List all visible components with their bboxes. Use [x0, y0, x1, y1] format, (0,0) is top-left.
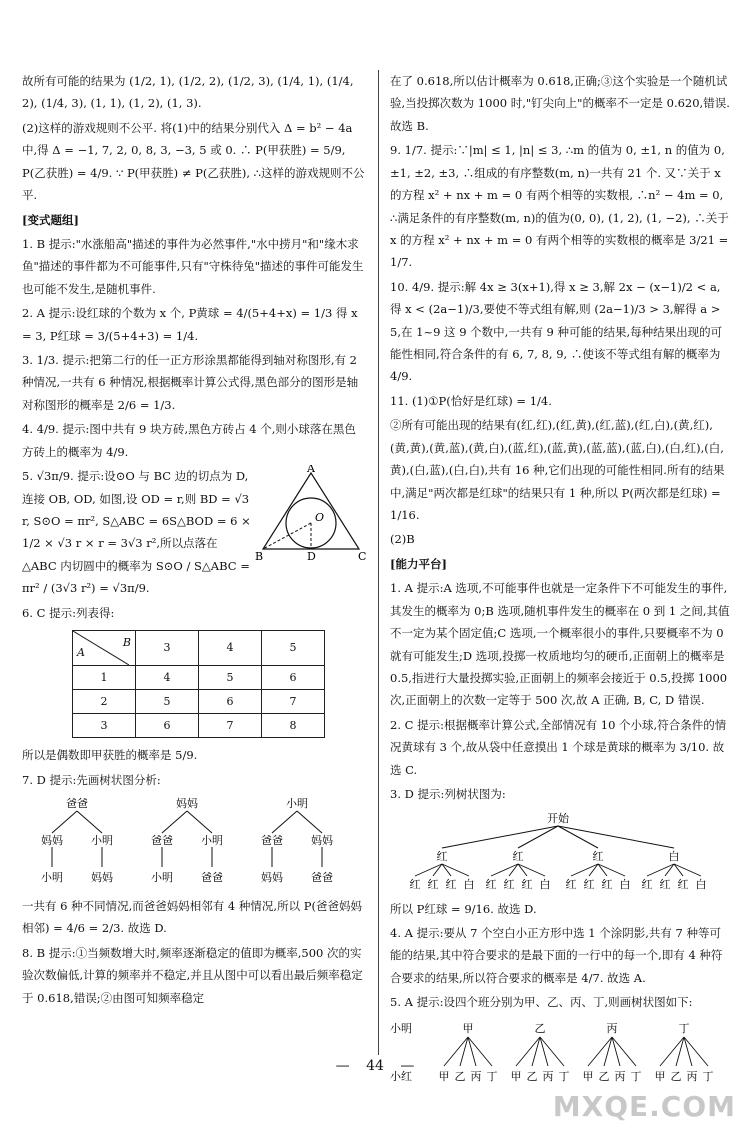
answer-q11-part3: (2)B [390, 532, 415, 547]
watermark: MXQE.COM [552, 1090, 736, 1123]
ball-tree-diagram [390, 810, 726, 894]
tree-leaf: 丙 [470, 1069, 482, 1083]
tree-leaf: 红 [659, 877, 671, 891]
vertex-a-label: A [307, 465, 315, 476]
tree-leaf: 红 [503, 877, 515, 891]
tree-node: 妈妈 [41, 833, 63, 847]
tree-leaf: 丁 [486, 1069, 498, 1083]
tree-leaf: 甲 [582, 1069, 594, 1083]
tree-leaf: 丙 [542, 1069, 554, 1083]
section-heading-variant: [变式题组] [22, 212, 79, 227]
answer-q4: 4. 4/9. 提示:图中共有 9 块方砖,黑色方砖占 4 个,则小球落在黑色方砖上的概率为 4/9. [22, 422, 356, 459]
tree-node: 爸爸 [311, 870, 333, 884]
table-cell: 6 [136, 714, 199, 738]
tree-node: 红 [592, 849, 604, 863]
sum-table [72, 630, 325, 738]
answer-n3-conclusion: 所以 P红球 = 9/16. 故选 D. [390, 901, 537, 916]
page-number: — 44 — [335, 1058, 415, 1074]
table-corner-cell [73, 631, 136, 666]
table-corner-b: B [122, 636, 131, 650]
tree-leaf: 红 [583, 877, 595, 891]
tree-node: 红 [512, 849, 524, 863]
tree-leaf: 乙 [454, 1069, 466, 1083]
answer-n3: 3. D 提示:列树状图为: [390, 787, 506, 802]
column-divider [378, 70, 379, 1055]
tree-node: 妈妈 [91, 870, 113, 884]
tree-leaf: 乙 [670, 1069, 682, 1083]
answer-n2: 2. C 提示:根据概率计算公式,全部情况有 10 个小球,符合条件的情况黄球有 3 个,故从袋中任意摸出 1 个球是黄球的概率为 3/10. 故选 C. [390, 717, 727, 777]
table-corner-a: A [77, 645, 85, 659]
table-header-cell: 4 [199, 631, 262, 666]
tree-node: 爸爸 [66, 796, 88, 810]
table-cell: 7 [262, 690, 325, 714]
tree-node: 丁 [678, 1021, 690, 1035]
answer-q10: 10. 4/9. 提示:解 4x ≥ 3(x+1),得 x ≥ 3,解 2x − (x−1)/2 < a,得 x < (2a−1)/3,要使不等式组有解,则 (2a−1)/3 > 3,解得 a > 5,在 1~9 这 9 个数中,一共有 9 种可能的结果,每种结果出现的可能性相同,符合条件的有 6, 7, 8, 9, ∴使该不等式组有解的概率为 4/9. [390, 279, 723, 384]
tree-node: 小明 [41, 870, 63, 884]
tree-leaf: 丙 [614, 1069, 626, 1083]
table-cell: 6 [199, 690, 262, 714]
answer-n5: 5. A 提示:设四个班分别为甲、乙、丙、丁,则画树状图如下: [390, 995, 693, 1010]
answer-q6-conclusion: 所以是偶数即甲获胜的概率是 5/9. [22, 748, 198, 763]
tree-node: 小明 [201, 833, 223, 847]
tree-leaf: 红 [677, 877, 689, 891]
table-cell: 7 [199, 714, 262, 738]
answer-n1: 1. A 提示:A 选项,不可能事件也就是一定条件下不可能发生的事件,其发生的概率为 0;B 选项,随机事件发生的概率在 0 到 1 之间,其值不一定为某个固定值;C 选项,一个概率很小的事件,只要概率不为 0 就有可能发生;D 选项,投掷一枚质地均匀的硬币,正面朝上的概率是 0.5,指进行大量投掷实验,正面朝上的频率会接近于 0.5,投掷 1000 次,正面朝上的次数一定等于 500 次,故 A 正确, B, C, D 错误. [390, 581, 730, 708]
tree-node: 白 [668, 849, 680, 863]
answer-q5: 5. √3π/9. 提示:设⊙O 与 BC 边的切点为 D, 连接 OB, OD, 如图,设 OD = r,则 BD = √3 r, S⊙O = πr², S△ABC = 6S△BOD = 6 × 1/2 × √3 r × r = 3√3 r²,所以点落在△ABC 内切圆中的概率为 S⊙O / S△ABC = πr² / (3√3 r²) = √3π/9. [22, 469, 251, 596]
tree-label-top: 小明 [390, 1021, 412, 1035]
answer-q9: 9. 1/7. 提示:∵|m| ≤ 1, |n| ≤ 3, ∴m 的值为 0, ±1, n 的值为 0, ±1, ±2, ±3, ∴组成的有序整数(m, n)一共有 21 个. 又∵关于 x 的方程 x² + nx + m = 0 有两个相等的实数根, ∴n² − 4m = 0, ∴满足条件的有序整数(m, n)的值为(0, 0), (1, 2), (1, −2), ∴关于 x 的方程 x² + nx + m = 0 有两个相等的实数根的概率是 3/21 = 1/7. [390, 143, 729, 270]
page-number-value: 44 [366, 1058, 384, 1074]
tree-leaf: 红 [601, 877, 613, 891]
answer-text-2: (2)这样的游戏规则不公平. 将(1)中的结果分别代入 Δ = b² − 4a 中,得 Δ = −1, 7, 2, 0, 8, 3, −3, 5 或 0. ∴ P(甲获胜) = 5/9, P(乙获胜) = 4/9. ∵ P(甲获胜) ≠ P(乙获胜), ∴这样的游戏规则不公平. [22, 120, 365, 203]
section-heading-ability: [能力平台] [390, 556, 447, 571]
tree-leaf: 丁 [702, 1069, 714, 1083]
tree-node: 丙 [606, 1021, 618, 1035]
table-row-head: 3 [73, 714, 136, 738]
tree-leaf: 甲 [654, 1069, 666, 1083]
answer-q11-part1: 11. (1)①P(恰好是红球) = 1/4. [390, 393, 552, 408]
answer-q8-continued: 在了 0.618,所以估计概率为 0.618,正确;③这个实验是一个随机试验,当投掷次数为 1000 时,"钉尖向上"的概率不一定是 0.620,错误.故选 B. [390, 74, 730, 133]
answer-q5-block [22, 465, 367, 600]
tree-node: 爸爸 [201, 870, 223, 884]
answer-q6: 6. C 提示:列表得: [22, 605, 115, 620]
answer-q7: 7. D 提示:先画树状图分析: [22, 772, 161, 787]
tree-leaf: 白 [695, 877, 707, 891]
incircle-triangle-figure [255, 465, 367, 561]
table-row-head: 2 [73, 690, 136, 714]
tree-leaf: 丙 [686, 1069, 698, 1083]
answer-q1: 1. B 提示:"水涨船高"描述的事件为必然事件,"水中捞月"和"缘木求鱼"描述的事件都为不可能事件,只有"守株待兔"描述的事件可能发生也可能不发生,是随机事件. [22, 236, 364, 296]
tree-leaf: 白 [619, 877, 631, 891]
tree-node: 小明 [151, 870, 173, 884]
answer-text-1: 故所有可能的结果为 (1/2, 1), (1/2, 2), (1/2, 3), (1/4, 1), (1/4, 2), (1/4, 3), (1, 1), (1, 2), (1, 3). [22, 74, 354, 111]
tree-node: 红 [436, 849, 448, 863]
table-cell: 4 [136, 666, 199, 690]
answer-q2: 2. A 提示:设红球的个数为 x 个, P黄球 = 4/(5+4+x) = 1/3 得 x = 3, P红球 = 3/(5+4+3) = 1/4. [22, 306, 358, 343]
tree-leaf: 丁 [630, 1069, 642, 1083]
tree-node: 妈妈 [261, 870, 283, 884]
tree-leaf: 乙 [526, 1069, 538, 1083]
tree-node: 小明 [91, 833, 113, 847]
table-row-head: 1 [73, 666, 136, 690]
tree-leaf: 红 [565, 877, 577, 891]
tree-leaf: 红 [641, 877, 653, 891]
tree-node: 妈妈 [176, 796, 198, 810]
point-d-label: D [307, 550, 316, 562]
tree-leaf: 红 [521, 877, 533, 891]
table-cell: 8 [262, 714, 325, 738]
tree-leaf: 红 [409, 877, 421, 891]
tree-node: 开始 [547, 811, 569, 825]
tree-node: 妈妈 [311, 833, 333, 847]
tree-node: 乙 [534, 1021, 546, 1035]
tree-leaf: 红 [445, 877, 457, 891]
table-header-cell: 3 [136, 631, 199, 666]
answer-n4: 4. A 提示:要从 7 个空白小正方形中选 1 个涂阴影,共有 7 种等可能的结果,其中符合要求的是最下面的一行中的每一个,即有 4 种符合要求的结果,所以符合要求的概率是 4/7. 故选 A. [390, 925, 723, 985]
table-row [73, 714, 325, 738]
table-row [73, 666, 325, 690]
table-cell: 5 [199, 666, 262, 690]
vertex-b-label: B [255, 550, 264, 562]
tree-leaf: 红 [485, 877, 497, 891]
answer-q11-part2: ②所有可能出现的结果有(红,红),(红,黄),(红,蓝),(红,白),(黄,红),(黄,黄),(黄,蓝),(黄,白),(蓝,红),(蓝,黄),(蓝,蓝),(蓝,白),(白,红),(白,黄),(白,蓝),(白,白),共有 16 种,它们出现的可能性相同.所有的结果中,满足"两次都是红球"的结果只有 1 种,所以 P(两次都是红球) = 1/16. [390, 418, 725, 523]
tree-leaf: 丁 [558, 1069, 570, 1083]
tree-leaf: 乙 [598, 1069, 610, 1083]
table-header-cell: 5 [262, 631, 325, 666]
class-tree-diagram [390, 1018, 726, 1090]
tree-node: 小明 [286, 796, 308, 810]
tree-leaf: 白 [539, 877, 551, 891]
tree-node: 爸爸 [261, 833, 283, 847]
table-row [73, 690, 325, 714]
tree-leaf: 红 [427, 877, 439, 891]
answer-q8: 8. B 提示:①当频数增大时,频率逐渐稳定的值即为概率,500 次的实验次数偏低,计算的频率并不稳定,并且从图中可以看出最后频率稳定于 0.618,错误;②由图可知频率稳定 [22, 945, 363, 1005]
tree-node: 甲 [462, 1021, 474, 1035]
table-cell: 5 [136, 690, 199, 714]
answer-q7-conclusion: 一共有 6 种不同情况,而爸爸妈妈相邻有 4 种情况,所以 P(爸爸妈妈相邻) = 4/6 = 2/3. 故选 D. [22, 898, 362, 936]
vertex-c-label: C [358, 550, 367, 562]
tree-leaf: 白 [463, 877, 475, 891]
answer-q3: 3. 1/3. 提示:把第二行的任一正方形涂黑都能得到轴对称图形,有 2 种情况,一共有 6 种情况,根据概率计算公式得,黑色部分的图形是轴对称图形的概率是 2/6 = 1/3. [22, 353, 359, 412]
tree-label-bottom: 小红 [390, 1069, 412, 1083]
tree-leaf: 甲 [510, 1069, 522, 1083]
family-tree-diagram [22, 795, 352, 891]
point-o-label: O [315, 511, 325, 525]
left-column [22, 70, 367, 1011]
tree-leaf: 甲 [438, 1069, 450, 1083]
tree-node: 爸爸 [151, 833, 173, 847]
right-column [390, 70, 730, 1094]
table-cell: 6 [262, 666, 325, 690]
